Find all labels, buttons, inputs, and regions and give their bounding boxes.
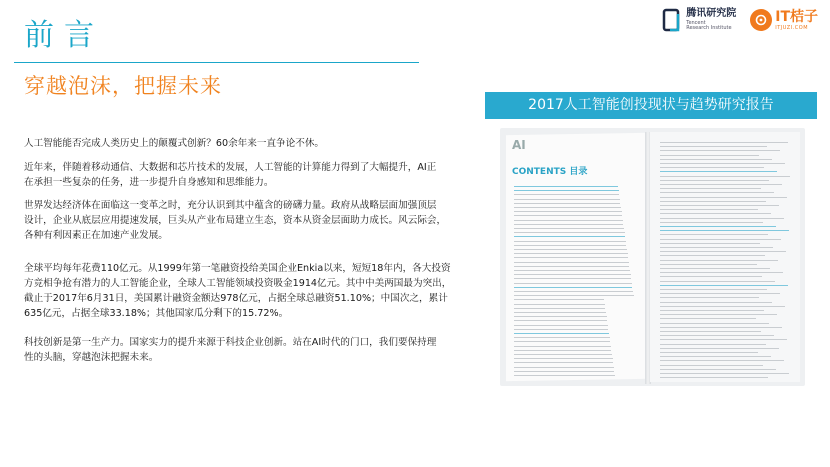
- paragraph-5: [24, 335, 486, 365]
- toc-line: [514, 228, 624, 229]
- toc-line: [660, 339, 787, 340]
- tencent-logo-en-1: Tencent: [686, 20, 706, 26]
- toc-line: [660, 276, 762, 277]
- toc-line: [660, 176, 790, 177]
- toc-line: [514, 291, 633, 292]
- toc-line: [660, 281, 775, 282]
- toc-line: [514, 241, 626, 242]
- toc-line: [514, 346, 611, 347]
- toc-line: [660, 268, 770, 269]
- toc-line: [514, 283, 632, 284]
- toc-line: [660, 344, 766, 345]
- toc-line: [660, 243, 760, 244]
- toc-line: [660, 213, 771, 214]
- toc-line: [514, 354, 612, 355]
- page-subtitle: 穿越泡沫，把握未来: [24, 74, 222, 98]
- toc-line: [514, 350, 611, 351]
- toc-line: [514, 308, 605, 309]
- toc-line: [514, 203, 620, 204]
- toc-line: [514, 325, 608, 326]
- toc-line: [514, 232, 625, 233]
- toc-line: [514, 236, 625, 237]
- toc-line: [660, 205, 779, 206]
- toc-line: [660, 348, 779, 349]
- toc-line: [660, 230, 789, 231]
- toc-line: [660, 192, 774, 193]
- toc-line: [514, 278, 631, 279]
- toc-line: [660, 302, 772, 303]
- toc-line: [660, 218, 784, 219]
- toc-line: [660, 352, 758, 353]
- toc-line: [514, 207, 621, 208]
- toc-line: [660, 197, 787, 198]
- toc-line: [514, 371, 614, 372]
- toc-line: [660, 142, 788, 143]
- report-contents-image: [500, 128, 805, 386]
- toc-line: [514, 337, 610, 338]
- toc-line: [514, 186, 618, 187]
- toc-line: [514, 257, 628, 258]
- toc-line: [660, 314, 777, 315]
- page-title: 前言: [24, 18, 104, 53]
- toc-line: [660, 188, 761, 189]
- toc-line: [660, 373, 789, 374]
- toc-line: [514, 333, 609, 334]
- tencent-logo-cn: 腾讯研究院: [686, 8, 737, 19]
- paragraph-5-line: 性的头脑，穿越泡沫把握未来。: [24, 352, 159, 363]
- paragraph-4-line: 截止于2017年6月31日，美国累计融资金额达978亿元，占据全球总融资51.10%；中国次之，累计: [24, 293, 448, 304]
- paragraph-3-line: 世界发达经济体在面临这一变革之时，充分认识到其中蕴含的磅礴力量。政府从战略层面加强顶层: [24, 200, 437, 211]
- paragraph-1-line: 人工智能能否完成人类历史上的颠覆式创新？60余年来一直争论不休。: [24, 138, 325, 149]
- toc-line: [514, 266, 629, 267]
- toc-line: [660, 293, 780, 294]
- toc-line: [660, 297, 759, 298]
- paragraph-4-line: 方竞相争抢有潜力的人工智能企业，全球人工智能领域投资吸金1914亿元。其中中美两国最为突出，: [24, 278, 452, 289]
- toc-line: [514, 312, 606, 313]
- toc-line: [514, 215, 622, 216]
- paragraph-4-line: 全球平均每年花费110亿元。从1999年第一笔融资投给美国企业Enkia以来，短短18年内，各大投资: [24, 263, 451, 274]
- toc-line: [660, 360, 784, 361]
- toc-line: [660, 155, 759, 156]
- toc-line: [660, 201, 766, 202]
- toc-line: [660, 365, 763, 366]
- paragraph-5-line: 科技创新是第一生产力。国家实力的提升来源于科技企业创新。站在AI时代的门口，我们要保持理: [24, 337, 437, 348]
- toc-line: [660, 251, 786, 252]
- toc-line: [514, 190, 619, 191]
- toc-line: [660, 159, 772, 160]
- logo-area: [662, 8, 818, 32]
- toc-line: [660, 318, 756, 319]
- toc-line: [514, 358, 613, 359]
- toc-line: [514, 270, 630, 271]
- orange-icon: [750, 9, 772, 31]
- toc-line: [660, 163, 785, 164]
- toc-line: [660, 306, 785, 307]
- toc-line: [514, 316, 607, 317]
- paragraph-3-line: 设计，企业从底层应用提速发展，巨头从产业布局建立生态，资本从资金层面助力成长。风云际会，: [24, 215, 447, 226]
- toc-line: [660, 310, 764, 311]
- toc-line: [660, 226, 776, 227]
- toc-line: [660, 247, 773, 248]
- toc-line: [514, 304, 605, 305]
- toc-line: [660, 356, 771, 357]
- toc-line: [514, 375, 615, 376]
- toc-line: [514, 224, 623, 225]
- toc-line: [660, 180, 769, 181]
- paragraph-2-line: 近年来，伴随着移动通信、大数据和芯片技术的发展，人工智能的计算能力得到了大幅提升，AI正: [24, 162, 437, 173]
- tencent-logo-en-2: Research Institute: [686, 25, 732, 31]
- paragraph-2: [24, 160, 486, 190]
- toc-line: [660, 327, 782, 328]
- toc-line: [514, 295, 634, 296]
- toc-line: [514, 253, 628, 254]
- title-divider: [14, 62, 419, 63]
- toc-line: [660, 377, 768, 378]
- toc-line: [660, 171, 777, 172]
- toc-line: [660, 239, 781, 240]
- toc-line: [660, 150, 780, 151]
- toc-line: [514, 211, 622, 212]
- itjuzi-logo: [750, 9, 818, 31]
- toc-line: [514, 287, 632, 288]
- toc-line: [514, 341, 610, 342]
- toc-line: [514, 249, 627, 250]
- toc-line: [660, 234, 768, 235]
- toc-line: [660, 184, 782, 185]
- toc-line: [660, 167, 764, 168]
- toc-line: [660, 209, 758, 210]
- report-banner: 2017人工智能创投现状与趋势研究报告: [485, 92, 817, 119]
- toc-line: [660, 146, 767, 147]
- toc-line: [514, 367, 614, 368]
- toc-line: [514, 245, 626, 246]
- tencent-logo-icon: [662, 8, 682, 32]
- paragraph-3-line: 各种有利因素正在加速产业发展。: [24, 230, 168, 241]
- toc-line: [660, 369, 776, 370]
- itjuzi-logo-site: ITJUZI.COM: [775, 24, 809, 31]
- toc-line: [660, 289, 767, 290]
- toc-line: [660, 255, 765, 256]
- toc-line: [660, 272, 783, 273]
- toc-line: [660, 323, 769, 324]
- paragraph-4-line: 635亿元，占据全球33.18%；其他国家瓜分剩下的15.72%。: [24, 308, 289, 319]
- itjuzi-logo-name: IT桔子: [775, 8, 818, 25]
- toc-line: [660, 335, 774, 336]
- toc-line: [660, 264, 757, 265]
- toc-line: [660, 331, 761, 332]
- report-ai-mark: AI: [512, 138, 526, 152]
- paragraph-3: [24, 198, 486, 243]
- contents-heading: CONTENTS 目录: [512, 167, 588, 177]
- toc-line: [514, 362, 613, 363]
- paragraph-2-line: 在承担一些复杂的任务，进一步提升自身感知和思维能力。: [24, 177, 274, 188]
- toc-line: [660, 260, 778, 261]
- toc-line: [660, 285, 788, 286]
- toc-line: [514, 299, 604, 300]
- toc-line: [514, 274, 631, 275]
- toc-line: [660, 222, 763, 223]
- toc-line: [514, 199, 620, 200]
- toc-line: [514, 320, 607, 321]
- paragraph-4: [24, 261, 486, 321]
- toc-line: [514, 220, 623, 221]
- tencent-research-logo: [662, 8, 736, 32]
- toc-line: [514, 262, 629, 263]
- paragraph-1: [24, 136, 486, 151]
- toc-line: [514, 329, 608, 330]
- toc-line: [514, 194, 619, 195]
